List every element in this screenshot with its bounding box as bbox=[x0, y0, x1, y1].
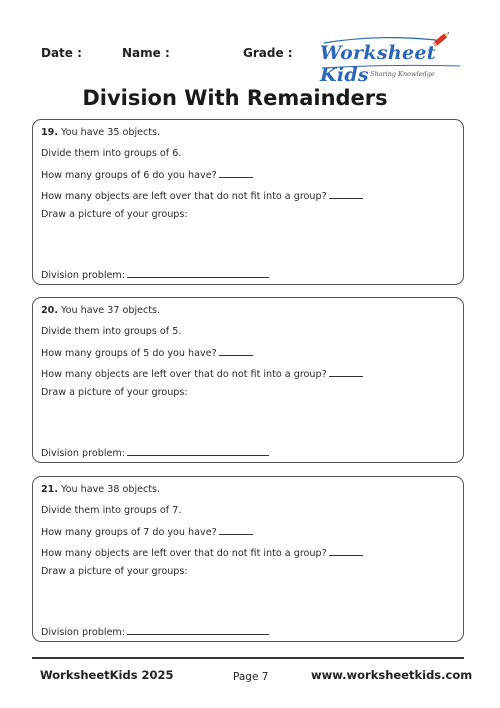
problem-number: 20. bbox=[41, 305, 58, 316]
divide-instruction: Divide them into groups of 6. bbox=[41, 148, 182, 159]
leftover-question bbox=[41, 546, 363, 559]
division-problem bbox=[41, 268, 269, 281]
draw-instruction: Draw a picture of your groups: bbox=[41, 387, 188, 398]
leftover-question-text: How many objects are left over that do not fit into a group? bbox=[41, 369, 327, 380]
date-label: Date : bbox=[41, 46, 82, 60]
grade-label: Grade : bbox=[243, 46, 293, 60]
page-title: Division With Remainders bbox=[82, 86, 388, 110]
footer-copyright: WorksheetKids 2025 bbox=[40, 668, 174, 682]
groups-question bbox=[41, 525, 253, 538]
problem-box-19 bbox=[32, 119, 464, 285]
problem-number: 21. bbox=[41, 484, 58, 495]
draw-instruction: Draw a picture of your groups: bbox=[41, 566, 188, 577]
divide-instruction: Divide them into groups of 7. bbox=[41, 505, 182, 516]
problem-box-20 bbox=[32, 297, 464, 463]
groups-answer-blank[interactable] bbox=[219, 346, 253, 356]
worksheet-kids-logo bbox=[318, 30, 468, 86]
division-problem-label: Division problem: bbox=[41, 448, 125, 459]
page-number: Page 7 bbox=[233, 671, 269, 683]
problem-intro bbox=[41, 127, 160, 138]
division-answer-blank[interactable] bbox=[127, 446, 269, 456]
groups-question-text: How many groups of 6 do you have? bbox=[41, 170, 217, 181]
groups-answer-blank[interactable] bbox=[219, 168, 253, 178]
draw-instruction: Draw a picture of your groups: bbox=[41, 209, 188, 220]
leftover-answer-blank[interactable] bbox=[329, 189, 363, 199]
groups-question-text: How many groups of 5 do you have? bbox=[41, 348, 217, 359]
division-problem-label: Division problem: bbox=[41, 627, 125, 638]
division-problem bbox=[41, 446, 269, 459]
groups-question bbox=[41, 168, 253, 181]
name-label: Name : bbox=[122, 46, 170, 60]
division-problem-label: Division problem: bbox=[41, 270, 125, 281]
divide-instruction: Divide them into groups of 5. bbox=[41, 326, 182, 337]
problem-intro-text: You have 35 objects. bbox=[58, 127, 161, 138]
groups-answer-blank[interactable] bbox=[219, 525, 253, 535]
problem-box-21 bbox=[32, 476, 464, 642]
groups-question bbox=[41, 346, 253, 359]
problem-intro bbox=[41, 305, 160, 316]
footer-website[interactable]: www.worksheetkids.com bbox=[311, 668, 473, 682]
division-problem bbox=[41, 625, 269, 638]
problem-intro-text: You have 37 objects. bbox=[58, 305, 161, 316]
leftover-question-text: How many objects are left over that do not fit into a group? bbox=[41, 548, 327, 559]
leftover-question-text: How many objects are left over that do not fit into a group? bbox=[41, 191, 327, 202]
logo-text: Worksheet Kids bbox=[320, 42, 436, 86]
logo-tagline: Sharing Knowledge bbox=[370, 70, 435, 78]
division-answer-blank[interactable] bbox=[127, 625, 269, 635]
groups-question-text: How many groups of 7 do you have? bbox=[41, 527, 217, 538]
problem-intro-text: You have 38 objects. bbox=[58, 484, 161, 495]
leftover-question bbox=[41, 367, 363, 380]
leftover-question bbox=[41, 189, 363, 202]
footer-divider bbox=[32, 657, 464, 659]
problem-intro bbox=[41, 484, 160, 495]
leftover-answer-blank[interactable] bbox=[329, 546, 363, 556]
leftover-answer-blank[interactable] bbox=[329, 367, 363, 377]
problem-number: 19. bbox=[41, 127, 58, 138]
division-answer-blank[interactable] bbox=[127, 268, 269, 278]
